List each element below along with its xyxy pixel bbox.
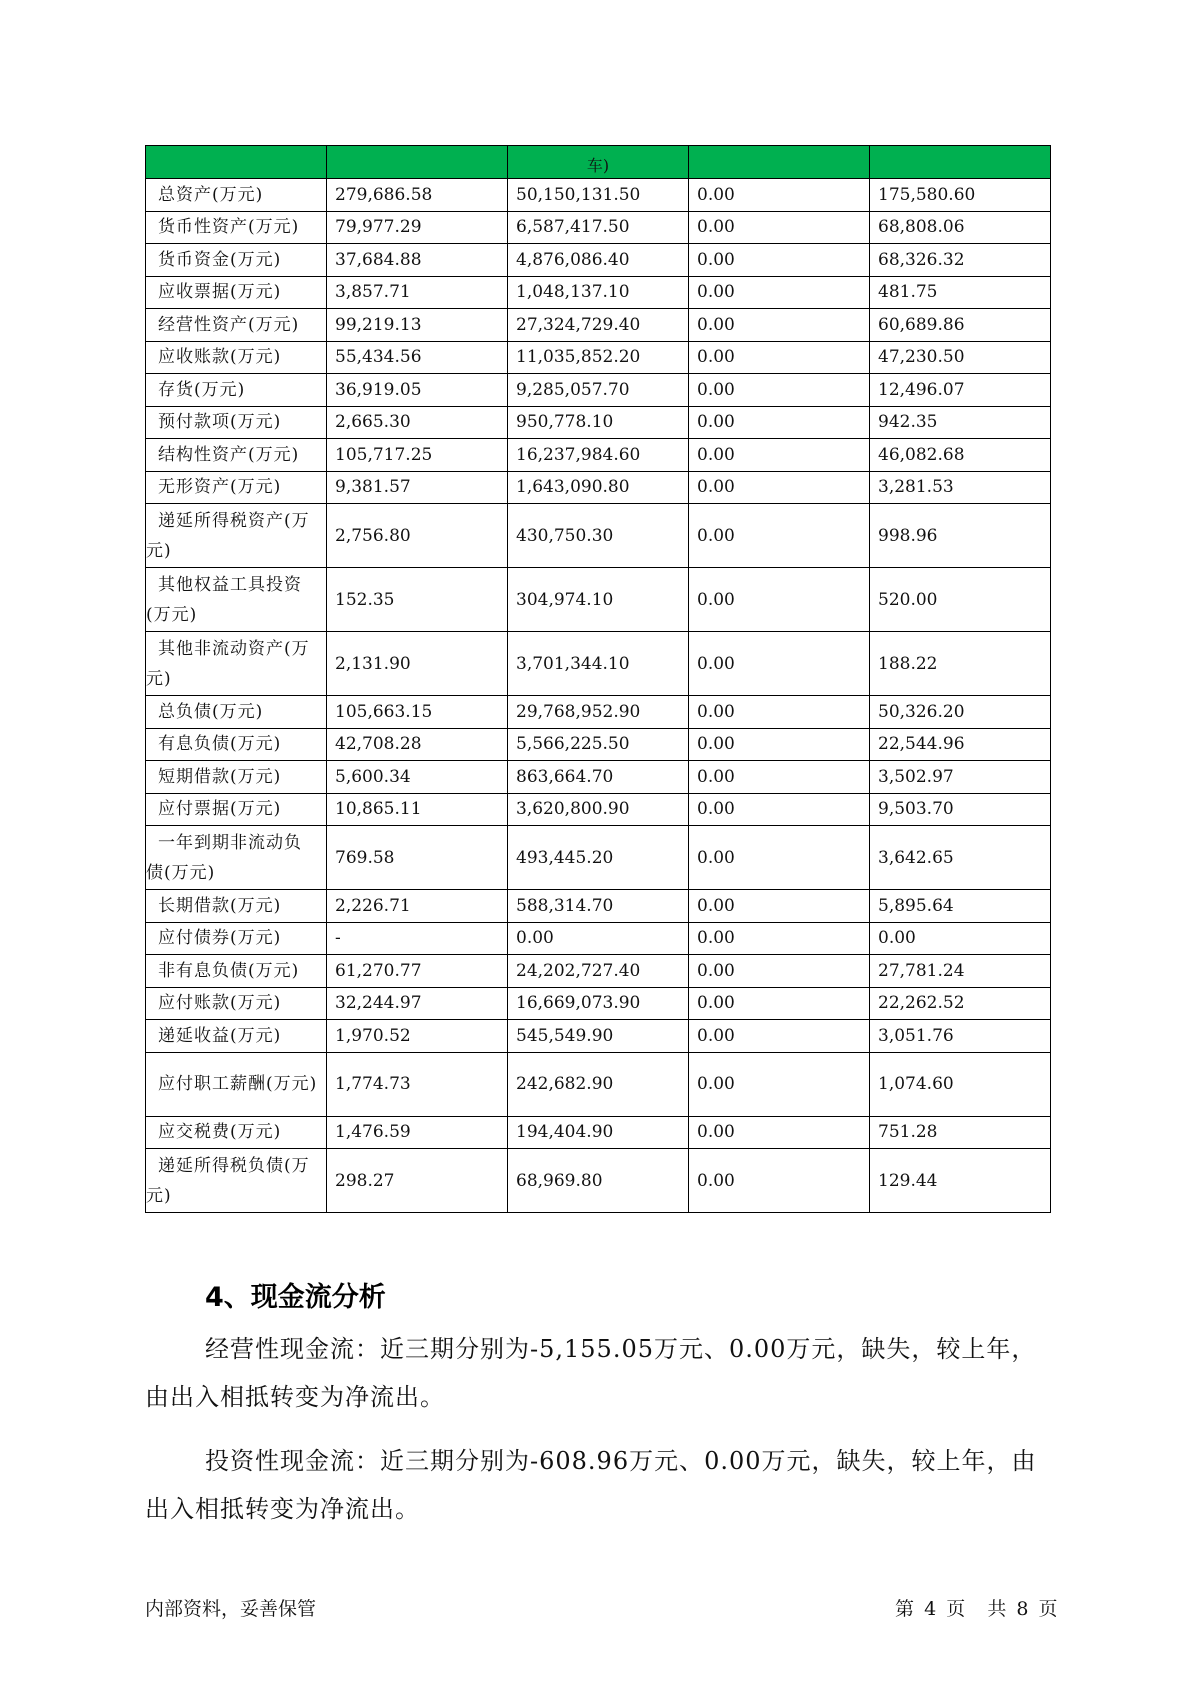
value-cell-col3: 0.00 xyxy=(689,826,870,890)
table-row xyxy=(146,955,1051,988)
value-cell-col4: 22,262.52 xyxy=(870,987,1051,1020)
value-cell-col2: 27,324,729.40 xyxy=(508,309,689,342)
value-cell-col3: 0.00 xyxy=(689,568,870,632)
value-cell-col1: 79,977.29 xyxy=(327,211,508,244)
value-cell-col4: 46,082.68 xyxy=(870,439,1051,472)
row-label-cell: 应付职工薪酬(万元) xyxy=(146,1052,327,1116)
value-cell-col2: 3,701,344.10 xyxy=(508,632,689,696)
table-row xyxy=(146,341,1051,374)
value-cell-col4: 0.00 xyxy=(870,922,1051,955)
row-label-cell: 经营性资产(万元) xyxy=(146,309,327,342)
value-cell-col3: 0.00 xyxy=(689,696,870,729)
value-cell-col2: 68,969.80 xyxy=(508,1149,689,1213)
row-label-cell: 应付票据(万元) xyxy=(146,793,327,826)
value-cell-col3: 0.00 xyxy=(689,922,870,955)
table-row xyxy=(146,309,1051,342)
value-cell-col3: 0.00 xyxy=(689,211,870,244)
table-row xyxy=(146,728,1051,761)
value-cell-col4: 47,230.50 xyxy=(870,341,1051,374)
page-unit: 页 xyxy=(946,1598,966,1620)
value-cell-col3: 0.00 xyxy=(689,341,870,374)
header-cell xyxy=(689,146,870,179)
footer-page-number xyxy=(893,1594,1060,1621)
table-row xyxy=(146,826,1051,890)
value-cell-col1: 61,270.77 xyxy=(327,955,508,988)
value-cell-col2: 1,643,090.80 xyxy=(508,471,689,504)
value-cell-col4: 22,544.96 xyxy=(870,728,1051,761)
value-cell-col2: 50,150,131.50 xyxy=(508,179,689,212)
table-row xyxy=(146,374,1051,407)
value-cell-col2: 1,048,137.10 xyxy=(508,276,689,309)
table-row xyxy=(146,1052,1051,1116)
value-cell-col1: 37,684.88 xyxy=(327,244,508,277)
table-row xyxy=(146,276,1051,309)
value-cell-col1: 5,600.34 xyxy=(327,761,508,794)
value-cell-col3: 0.00 xyxy=(689,439,870,472)
value-cell-col2: 16,669,073.90 xyxy=(508,987,689,1020)
value-cell-col2: 11,035,852.20 xyxy=(508,341,689,374)
value-cell-col4: 129.44 xyxy=(870,1149,1051,1213)
table-row xyxy=(146,439,1051,472)
value-cell-col4: 5,895.64 xyxy=(870,890,1051,923)
value-cell-col1: 2,665.30 xyxy=(327,406,508,439)
value-cell-col3: 0.00 xyxy=(689,1149,870,1213)
value-cell-col1: 769.58 xyxy=(327,826,508,890)
row-label-cell: 一年到期非流动负债(万元) xyxy=(146,826,327,890)
value-cell-col4: 50,326.20 xyxy=(870,696,1051,729)
value-cell-col3: 0.00 xyxy=(689,244,870,277)
row-label-cell: 短期借款(万元) xyxy=(146,761,327,794)
value-cell-col1: 55,434.56 xyxy=(327,341,508,374)
value-cell-col3: 0.00 xyxy=(689,276,870,309)
value-cell-col2: 545,549.90 xyxy=(508,1020,689,1053)
value-cell-col4: 175,580.60 xyxy=(870,179,1051,212)
value-cell-col3: 0.00 xyxy=(689,374,870,407)
row-label-cell: 无形资产(万元) xyxy=(146,471,327,504)
header-cell: 车) xyxy=(508,146,689,179)
value-cell-col2: 24,202,727.40 xyxy=(508,955,689,988)
value-cell-col4: 1,074.60 xyxy=(870,1052,1051,1116)
value-cell-col3: 0.00 xyxy=(689,309,870,342)
row-label-cell: 应付债券(万元) xyxy=(146,922,327,955)
row-label-cell: 有息负债(万元) xyxy=(146,728,327,761)
value-cell-col1: 105,663.15 xyxy=(327,696,508,729)
value-cell-col4: 9,503.70 xyxy=(870,793,1051,826)
value-cell-col3: 0.00 xyxy=(689,761,870,794)
value-cell-col4: 481.75 xyxy=(870,276,1051,309)
value-cell-col3: 0.00 xyxy=(689,793,870,826)
row-label-cell: 递延所得税资产(万元) xyxy=(146,504,327,568)
value-cell-col2: 950,778.10 xyxy=(508,406,689,439)
value-cell-col2: 430,750.30 xyxy=(508,504,689,568)
section-title: 4、现金流分析 xyxy=(205,1282,386,1313)
table-row xyxy=(146,504,1051,568)
table-header-row xyxy=(146,146,1051,179)
row-label-cell: 非有息负债(万元) xyxy=(146,955,327,988)
row-label-cell: 应付账款(万元) xyxy=(146,987,327,1020)
row-label-cell: 应收账款(万元) xyxy=(146,341,327,374)
value-cell-col1: 152.35 xyxy=(327,568,508,632)
table-row xyxy=(146,793,1051,826)
row-label-cell: 总资产(万元) xyxy=(146,179,327,212)
value-cell-col4: 60,689.86 xyxy=(870,309,1051,342)
value-cell-col2: 194,404.90 xyxy=(508,1116,689,1149)
value-cell-col2: 29,768,952.90 xyxy=(508,696,689,729)
footer-confidential-note: 内部资料，妥善保管 xyxy=(145,1598,317,1620)
value-cell-col3: 0.00 xyxy=(689,987,870,1020)
total-pages: 8 xyxy=(1016,1598,1029,1620)
table-row xyxy=(146,761,1051,794)
row-label-cell: 应交税费(万元) xyxy=(146,1116,327,1149)
value-cell-col2: 4,876,086.40 xyxy=(508,244,689,277)
value-cell-col1: 36,919.05 xyxy=(327,374,508,407)
value-cell-col2: 588,314.70 xyxy=(508,890,689,923)
table-row xyxy=(146,890,1051,923)
table-row xyxy=(146,987,1051,1020)
table-row xyxy=(146,244,1051,277)
total-prefix: 共 xyxy=(987,1598,1007,1620)
value-cell-col3: 0.00 xyxy=(689,179,870,212)
value-cell-col3: 0.00 xyxy=(689,632,870,696)
value-cell-col3: 0.00 xyxy=(689,890,870,923)
table-row xyxy=(146,406,1051,439)
financial-table xyxy=(145,145,1051,1213)
row-label-cell: 递延收益(万元) xyxy=(146,1020,327,1053)
value-cell-col1: 2,131.90 xyxy=(327,632,508,696)
value-cell-col2: 6,587,417.50 xyxy=(508,211,689,244)
value-cell-col4: 188.22 xyxy=(870,632,1051,696)
value-cell-col1: 1,970.52 xyxy=(327,1020,508,1053)
page-number: 4 xyxy=(924,1598,937,1620)
value-cell-col4: 942.35 xyxy=(870,406,1051,439)
total-unit: 页 xyxy=(1038,1598,1058,1620)
value-cell-col4: 3,502.97 xyxy=(870,761,1051,794)
row-label-cell: 存货(万元) xyxy=(146,374,327,407)
table-row xyxy=(146,632,1051,696)
value-cell-col3: 0.00 xyxy=(689,406,870,439)
row-label-cell: 货币资金(万元) xyxy=(146,244,327,277)
value-cell-col1: 32,244.97 xyxy=(327,987,508,1020)
paragraph-operating-cashflow: 经营性现金流：近三期分别为-5,155.05万元、0.00万元，缺失，较上年，由出入相抵转变为净流出。 xyxy=(145,1335,1037,1411)
value-cell-col4: 12,496.07 xyxy=(870,374,1051,407)
value-cell-col4: 998.96 xyxy=(870,504,1051,568)
table-row xyxy=(146,922,1051,955)
row-label-cell: 其他权益工具投资(万元) xyxy=(146,568,327,632)
table-row xyxy=(146,471,1051,504)
value-cell-col2: 3,620,800.90 xyxy=(508,793,689,826)
row-label-cell: 其他非流动资产(万元) xyxy=(146,632,327,696)
value-cell-col2: 0.00 xyxy=(508,922,689,955)
row-label-cell: 货币性资产(万元) xyxy=(146,211,327,244)
row-label-cell: 应收票据(万元) xyxy=(146,276,327,309)
value-cell-col4: 68,808.06 xyxy=(870,211,1051,244)
value-cell-col2: 493,445.20 xyxy=(508,826,689,890)
value-cell-col3: 0.00 xyxy=(689,955,870,988)
value-cell-col4: 3,642.65 xyxy=(870,826,1051,890)
value-cell-col3: 0.00 xyxy=(689,728,870,761)
value-cell-col4: 68,326.32 xyxy=(870,244,1051,277)
value-cell-col1: 1,476.59 xyxy=(327,1116,508,1149)
value-cell-col4: 751.28 xyxy=(870,1116,1051,1149)
value-cell-col1: 298.27 xyxy=(327,1149,508,1213)
value-cell-col1: - xyxy=(327,922,508,955)
value-cell-col1: 2,756.80 xyxy=(327,504,508,568)
value-cell-col1: 105,717.25 xyxy=(327,439,508,472)
value-cell-col1: 279,686.58 xyxy=(327,179,508,212)
table-row xyxy=(146,179,1051,212)
table-row xyxy=(146,1149,1051,1213)
value-cell-col2: 863,664.70 xyxy=(508,761,689,794)
row-label-cell: 结构性资产(万元) xyxy=(146,439,327,472)
value-cell-col3: 0.00 xyxy=(689,1116,870,1149)
value-cell-col1: 1,774.73 xyxy=(327,1052,508,1116)
value-cell-col1: 10,865.11 xyxy=(327,793,508,826)
value-cell-col2: 242,682.90 xyxy=(508,1052,689,1116)
table-row xyxy=(146,696,1051,729)
value-cell-col4: 520.00 xyxy=(870,568,1051,632)
page-prefix: 第 xyxy=(895,1598,915,1620)
value-cell-col4: 27,781.24 xyxy=(870,955,1051,988)
value-cell-col3: 0.00 xyxy=(689,504,870,568)
value-cell-col2: 9,285,057.70 xyxy=(508,374,689,407)
value-cell-col2: 16,237,984.60 xyxy=(508,439,689,472)
value-cell-col1: 99,219.13 xyxy=(327,309,508,342)
row-label-cell: 预付款项(万元) xyxy=(146,406,327,439)
header-cell xyxy=(146,146,327,179)
value-cell-col4: 3,281.53 xyxy=(870,471,1051,504)
header-cell xyxy=(870,146,1051,179)
value-cell-col3: 0.00 xyxy=(689,1052,870,1116)
table-row xyxy=(146,1116,1051,1149)
paragraph-investing-cashflow: 投资性现金流：近三期分别为-608.96万元、0.00万元，缺失，较上年，由出入相抵转变为净流出。 xyxy=(145,1447,1037,1523)
value-cell-col2: 304,974.10 xyxy=(508,568,689,632)
value-cell-col1: 2,226.71 xyxy=(327,890,508,923)
header-cell xyxy=(327,146,508,179)
value-cell-col1: 42,708.28 xyxy=(327,728,508,761)
table-row xyxy=(146,568,1051,632)
value-cell-col3: 0.00 xyxy=(689,471,870,504)
value-cell-col2: 5,566,225.50 xyxy=(508,728,689,761)
row-label-cell: 递延所得税负债(万元) xyxy=(146,1149,327,1213)
row-label-cell: 总负债(万元) xyxy=(146,696,327,729)
value-cell-col4: 3,051.76 xyxy=(870,1020,1051,1053)
table-row xyxy=(146,1020,1051,1053)
value-cell-col1: 3,857.71 xyxy=(327,276,508,309)
row-label-cell: 长期借款(万元) xyxy=(146,890,327,923)
table-row xyxy=(146,211,1051,244)
value-cell-col3: 0.00 xyxy=(689,1020,870,1053)
value-cell-col1: 9,381.57 xyxy=(327,471,508,504)
